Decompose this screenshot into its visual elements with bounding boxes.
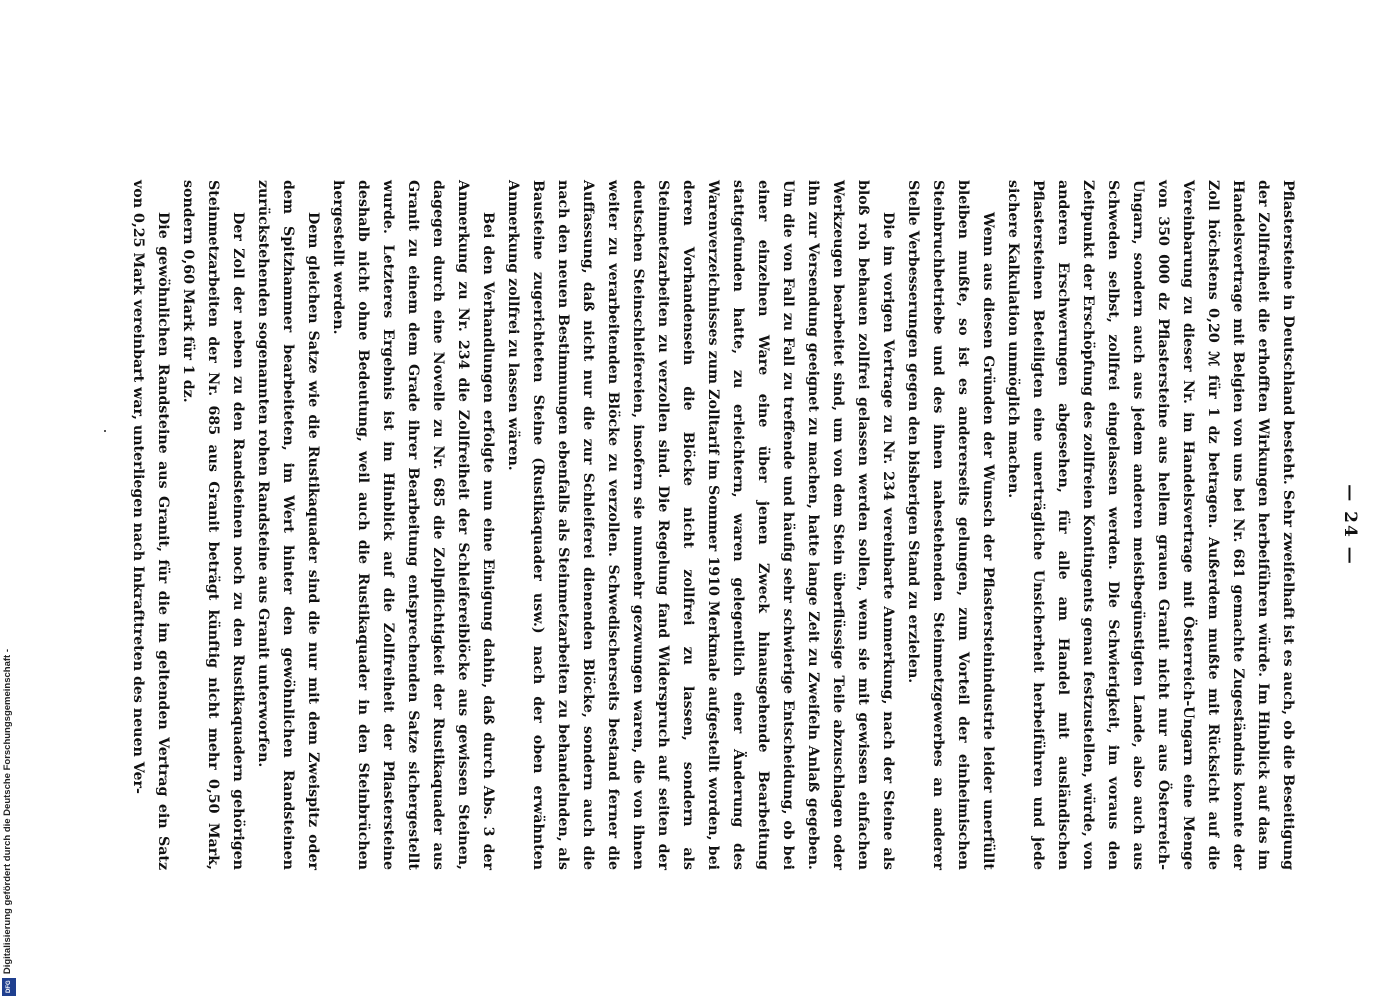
- paragraph: Wenn aus diesen Gründen der Wunsch der Pflastersteinindustrie leider unerfüllt bleiben mußte, so ist es andererseits gelungen, zum Vorteil der einheimischen Steinbruchbetriebe und des ihnen nahestehenden Steinmetzgewerbes an anderer Stelle Verbesserungen gegen den bisherigen Stand zu erzielen.: [905, 180, 996, 870]
- paragraph: Der Zoll der neben zu den Randsteinen noch zu den Rustikaquadern gehörigen Steinmetzarbeiten der Nr. 685 aus Granit beträgt künftig nicht mehr 0,50 Mark, sondern 0,60 Mark für 1 dz.: [180, 180, 246, 870]
- rotated-document-page: [130, 180, 1360, 870]
- page-number: — 24 —: [1340, 484, 1360, 566]
- paragraph: Pflastersteine in Deutschland besteht. Sehr zweifelhaft ist es auch, ob die Beseitigung der Zollfreiheit die erhofften Wirkungen herbeiführen würde. Im Hinblick auf das im Handelsvertrage mit Belgien von uns bei Nr. 681 gemachte Zugeständnis konnte der Zoll höchstens 0,20 ℳ für 1 dz betragen. Außerdem mußte mit Rücksicht auf die Vereinbarung zu dieser Nr. im Handelsvertrage mit Österreich-Ungarn eine Menge von 350 000 dz Pflastersteine aus hellem grauen Granit nicht nur aus Österreich-Ungarn, sondern auch aus jedem anderen meistbegünstigten Lande, also auch aus Schweden selbst, zollfrei eingelassen werden. Die Schwierigkeit, im voraus den Zeitpunkt der Erschöpfung des zollfreien Kontingents genau festzustellen, würde, von anderen Erschwerungen abgesehen, für alle am Handel mit ausländischen Pflastersteinen Beteiligten eine unerträgliche Unsicherheit herbeiführen und jede sichere Kalkulation unmöglich machen.: [1005, 180, 1296, 870]
- dfg-logo-icon: DFG: [2, 978, 16, 996]
- paragraph: Die im vorigen Vertrage zu Nr. 234 vereinbarte Anmerkung, nach der Steine als bloß roh behauen zollfrei gelassen werden sollen, wenn sie mit gewissen einfachen Werkzeugen bearbeitet sind, um von dem Stein überflüssige Teile abzuschlagen oder ihn zur Versendung geeignet zu machen, hatte lange Zeit zu Zweifeln Anlaß gegeben. Um die von Fall zu Fall zu treffende und häufig sehr schwierige Entscheidung, ob bei einer einzelnen Ware eine über jenen Zweck hinausgehende Bearbeitung stattgefunden hatte, zu erleichtern, waren gelegentlich einer Änderung des Warenverzeichnisses zum Zolltarif im Sommer 1910 Merkmale aufgestellt worden, bei deren Vorhandensein die Blöcke nicht zollfrei zu lassen, sondern als Steinmetzarbeiten zu verzollen sind. Die Regelung fand Widerspruch auf seiten der deutschen Steinschleifereien, insofern sie nunmehr gezwungen waren, die von ihnen weiter zu verarbeitenden Blöcke zu verzollen. Schwedischerseits bestand ferner die Auffassung, daß nicht nur die zur Schleiferei dienenden Blöcke, sondern auch die nach den neuen Bestimmungen ebenfalls als Steinmetzarbeiten zu behandelnden, als Bausteine zugerichteten Steine (Rustikaquader usw.) nach der oben erwähnten Anmerkung zollfrei zu lassen wären.: [505, 180, 896, 870]
- paragraph: Bei den Verhandlungen erfolgte nun eine Einigung dahin, daß durch Abs. 3 der Anmerkung zu Nr. 234 die Zollfreiheit der Schleifereiblöcke aus gewissen Steinen, dagegen durch eine Novelle zu Nr. 685 die Zollpflichtigkeit der Rustikaquader aus Granit zu einem dem Grade ihrer Bearbeitung entsprechenden Satze sichergestellt wurde. Letzteres Ergebnis ist im Hinblick auf die Zollfreiheit der Pflastersteine deshalb nicht ohne Bedeutung, weil auch die Rustikaquader in den Steinbrüchen hergestellt werden.: [330, 180, 496, 870]
- digitization-stamp: [2, 606, 16, 996]
- paragraph: Die gewöhnlichen Randsteine aus Granit, für die im geltenden Vertrag ein Satz von 0,25 Mark vereinbart war, unterliegen nach Inkrafttreten des neuen Ver-: [130, 180, 171, 870]
- scan-speck: [104, 430, 106, 432]
- paragraph: Dem gleichen Satze wie die Rustikaquader sind die nur mit dem Zweispitz oder dem Spitzhammer bearbeiteten, im Wert hinter den gewöhnlichen Randsteinen zurückstehenden sogenannten rohen Randsteine aus Granit unterworfen.: [255, 180, 321, 870]
- digitization-stamp-text: Digitalisierung gefördert durch die Deutsche Forschungsgemeinschaft -: [2, 648, 13, 974]
- body-text: [125, 180, 1300, 870]
